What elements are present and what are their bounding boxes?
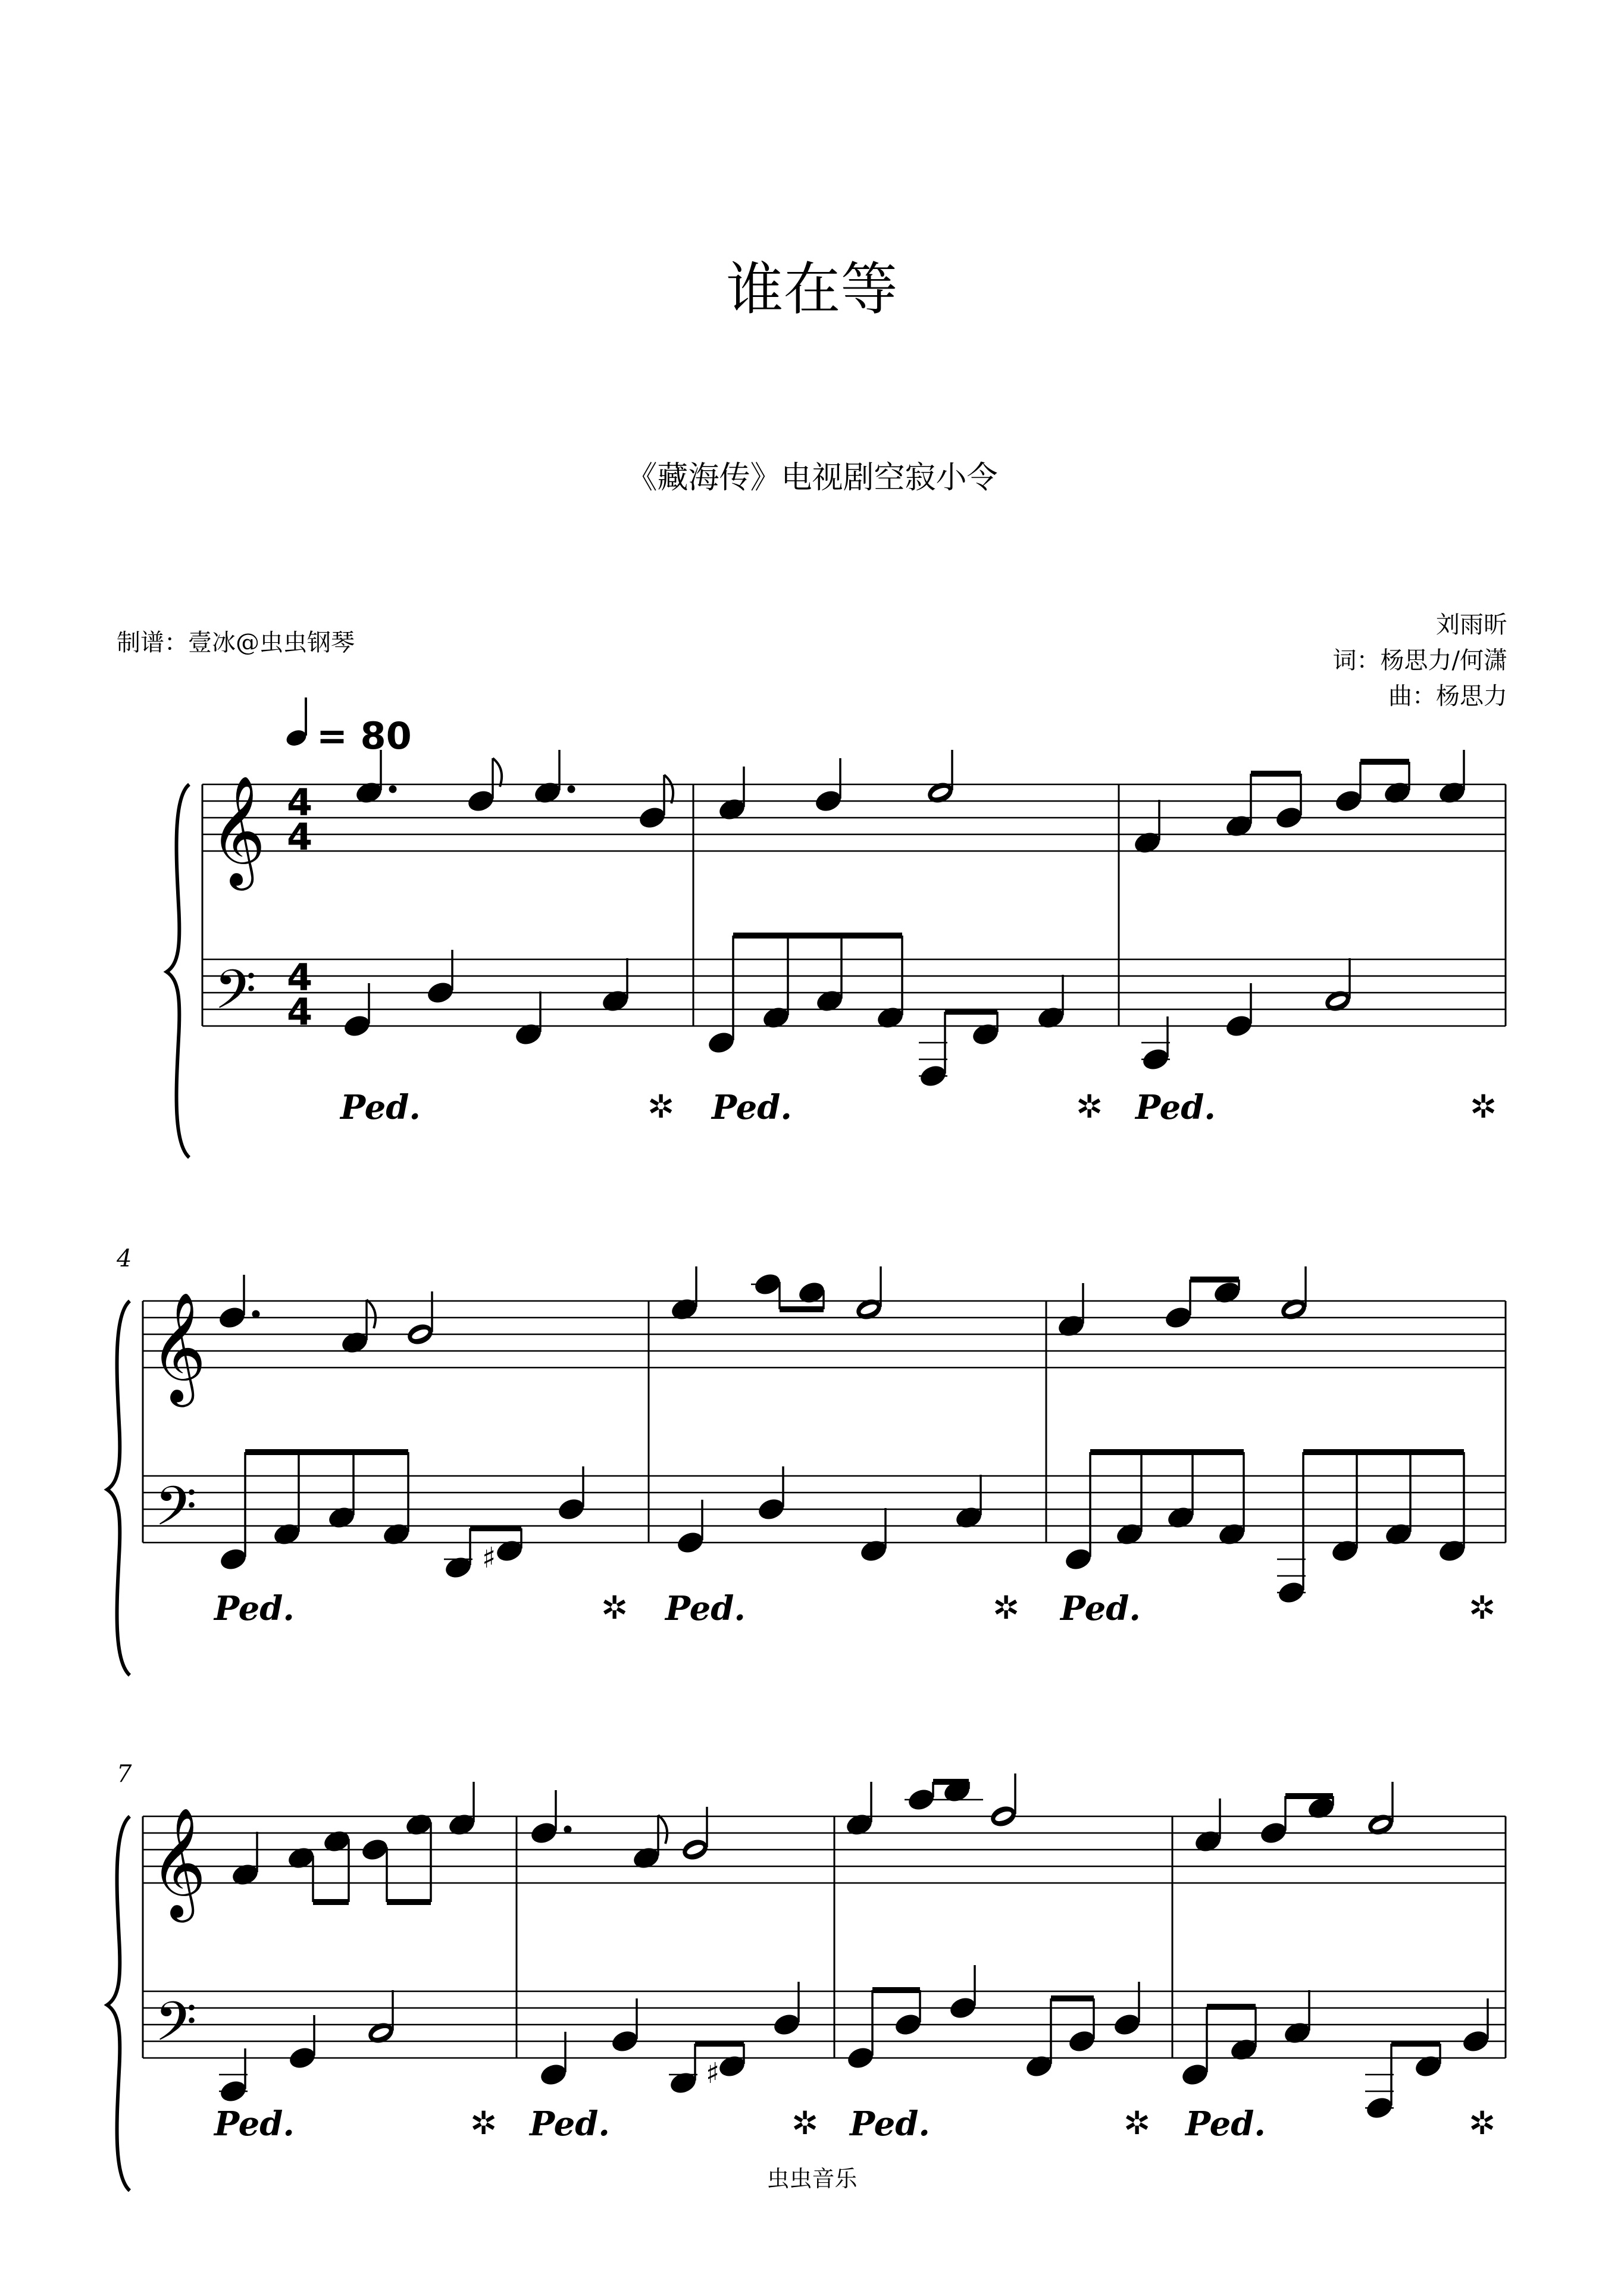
notes-s2-treble: [217, 1266, 1309, 1356]
pedal-release-icon: ✲: [1469, 2104, 1496, 2142]
pedal-mark: Ped.: [850, 2104, 930, 2144]
svg-text:♯: ♯: [482, 1541, 496, 1575]
pedal-mark: Ped.: [530, 2104, 610, 2144]
notes-s3-bass: [218, 1965, 1491, 2121]
pedal-release-icon: ✲: [470, 2104, 497, 2142]
bass-clef-icon: 𝄢: [214, 958, 256, 1034]
treble-clef-icon: 𝄞: [209, 774, 266, 886]
bass-clef-icon: 𝄢: [155, 1475, 197, 1551]
svg-text:4: 4: [287, 815, 313, 859]
tempo-value: = 80: [317, 714, 412, 758]
brace-icon: [107, 1816, 130, 2191]
svg-text:4: 4: [287, 956, 313, 999]
pedal-marks-s2: [213, 1589, 1495, 1628]
pedal-mark: Ped.: [1060, 1589, 1141, 1628]
pedal-release-icon: ✲: [1469, 1589, 1496, 1626]
pedal-mark: Ped.: [1185, 2104, 1266, 2144]
pedal-release-icon: ✲: [993, 1589, 1020, 1626]
pedal-release-icon: ✲: [1470, 1088, 1497, 1125]
measure-number: 7: [117, 1760, 132, 1788]
notes-s2-bass: [218, 1452, 1467, 1606]
page-footer: 虫虫音乐: [766, 2166, 858, 2192]
treble-clef-icon: 𝄞: [150, 1806, 206, 1917]
pedal-release-icon: ✲: [647, 1088, 675, 1125]
pedal-release-icon: ✲: [1124, 2104, 1151, 2142]
svg-text:4: 4: [287, 990, 313, 1034]
pedal-release-icon: ✲: [1076, 1088, 1103, 1125]
score-subtitle: 《藏海传》电视剧空寂小令: [626, 460, 998, 496]
pedal-release-icon: ✲: [601, 1589, 628, 1626]
pedal-release-icon: ✲: [791, 2104, 819, 2142]
time-signature: [287, 781, 312, 1034]
pedal-mark: Ped.: [340, 1088, 421, 1127]
performer-credit: 刘雨昕: [1436, 611, 1507, 639]
pedal-mark: Ped.: [712, 1088, 792, 1127]
treble-clef-icon: 𝄞: [150, 1291, 206, 1402]
pedal-mark: Ped.: [665, 1589, 746, 1628]
bass-clef-icon: 𝄢: [155, 1990, 197, 2066]
tempo-marking: [284, 697, 412, 758]
svg-text:♯: ♯: [706, 2057, 720, 2090]
brace-icon: [107, 1301, 130, 1675]
score-title: 谁在等: [726, 256, 898, 323]
arranger-credit: 制谱：壹冰@虫虫钢琴: [117, 629, 355, 656]
system-2: [107, 1301, 1506, 1675]
notes-s1-treble: [354, 750, 1467, 856]
pedal-mark: Ped.: [1135, 1088, 1216, 1127]
pedal-mark: Ped.: [214, 2104, 295, 2144]
brace-icon: [167, 784, 189, 1158]
composer-credit: 曲：杨思力: [1388, 683, 1507, 710]
measure-number: 4: [117, 1245, 132, 1272]
svg-text:4: 4: [287, 781, 313, 824]
pedal-marks-s3: [213, 2104, 1495, 2144]
lyricist-credit: 词：杨思力/何潇: [1332, 647, 1507, 674]
notes-s1-bass: [342, 936, 1353, 1089]
pedal-mark: Ped.: [214, 1589, 295, 1628]
pedal-marks-s1: [339, 1088, 1497, 1127]
